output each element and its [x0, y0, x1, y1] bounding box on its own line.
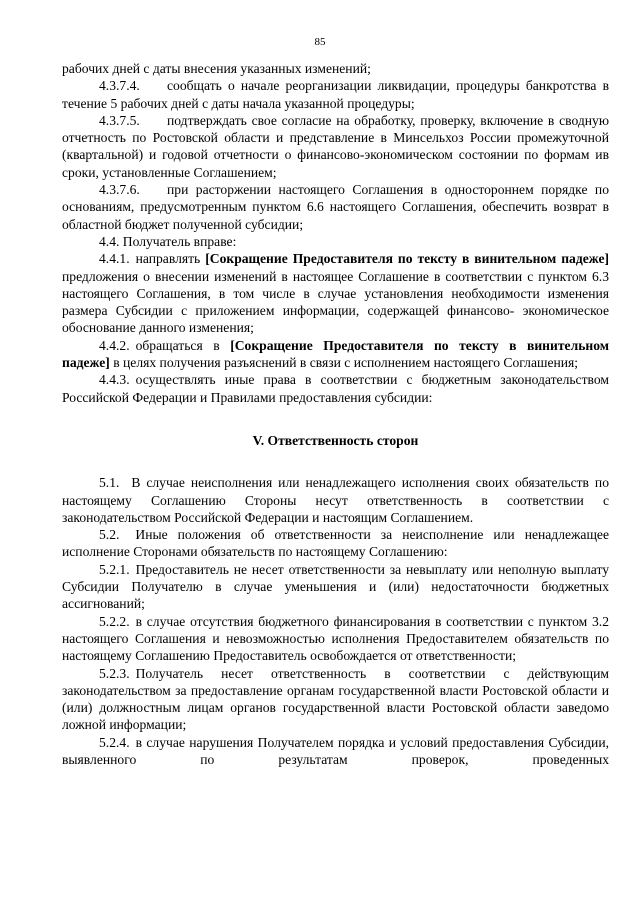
clause-text: осуществлять иные права в соответствии с бюджетным законодательством Российской Федерации и Правилами предоставления субсидии: — [62, 372, 609, 405]
clause-number: 4.4.2. — [99, 337, 130, 353]
document-body — [62, 60, 609, 768]
clause-text: Предоставитель не несет ответственности за невыплату или неполную выплату Субсидии Получателю в случае уменьшения и (или) недостаточности бюджетных ассигнований; — [62, 561, 609, 612]
section-title: V. Ответственность сторон — [252, 432, 419, 448]
clause-text: Получатель несет ответственность в соответствии с действующим законодательством за предоставление органам государственной власти Ростовской области и (или) должностным лицам органов государственной власти Ростовской области заведомо ложной информации; — [62, 665, 609, 733]
clause-text-post: в целях получения разъяснений в связи с исполнением настоящего Соглашения; — [113, 355, 579, 371]
clause-number: 5.2.3. — [99, 665, 130, 681]
clause-5-1 — [62, 474, 609, 526]
clause-text-pre: направлять — [135, 251, 201, 267]
clause-text-post: предложения о внесении изменений в настоящее Соглашение в соответствии с пунктом 6.3 настоящего Соглашения, в том числе в случае установления необходимости изменения размера Субсидии с приложением информации, содержащей финансово- экономическое обоснование данного изменения; — [62, 268, 609, 336]
clause-5-2-3 — [62, 665, 609, 734]
clause-4-3-7-6 — [62, 181, 609, 233]
clause-text: В случае неисполнения или ненадлежащего исполнения своих обязательств по настоящему Соглашению Стороны несут ответственность в соответствии с законодательством Российской Федерации и настоящим Соглашением. — [62, 475, 609, 525]
clause-5-2 — [62, 526, 609, 561]
clause-4-4-1 — [62, 250, 609, 336]
clause-number: 5.1. — [99, 475, 120, 491]
clause-5-2-2 — [62, 613, 609, 665]
clause-number: 4.4.3. — [99, 372, 130, 388]
clause-4-4: 4.4. Получатель вправе: — [99, 233, 237, 249]
clause-number: 4.4.1. — [99, 251, 130, 267]
clause-4-4-3 — [62, 371, 609, 406]
clause-text-pre: обращаться в — [135, 337, 220, 353]
clause-number: 5.2.2. — [99, 613, 130, 629]
clause-number: 4.3.7.5. — [99, 112, 140, 128]
clause-number: 4.3.7.6. — [99, 182, 140, 198]
paragraph-continuation: рабочих дней с даты внесения указанных изменений; — [62, 61, 371, 76]
clause-text: при расторжении настоящего Соглашения в одностороннем порядке по основаниям, предусмотренным пунктом 6.6 настоящего Соглашения, обеспечить возврат в областной бюджет полученной субсидии; — [62, 182, 609, 232]
clause-4-3-7-5 — [62, 112, 609, 181]
page-number: 85 — [314, 36, 326, 48]
clause-number: 5.2.4. — [99, 734, 130, 750]
clause-4-4-2 — [62, 337, 609, 372]
clause-4-3-7-4 — [62, 77, 609, 112]
clause-number: 4.3.7.4. — [99, 78, 140, 94]
clause-text: в случае отсутствия бюджетного финансирования в соответствии с пунктом 3.2 настоящего Соглашения и невозможностью исполнения Предоставителем обязательств по настоящему Соглашению Предоставитель освобождается от ответственности; — [62, 613, 609, 664]
clause-5-2-1 — [62, 561, 609, 613]
clause-5-2-4 — [62, 734, 609, 769]
clause-text: Иные положения об ответственности за неисполнение или ненадлежащее исполнение Сторонами обязательств по настоящему Соглашению: — [62, 527, 609, 560]
placeholder-bold: [Сокращение Предоставителя по тексту в винительном падеже] — [205, 251, 609, 267]
clause-number: 5.2.1. — [99, 561, 130, 577]
placeholder-bold: [Сокращение Предоставителя по тексту в винительном падеже] — [62, 337, 610, 371]
clause-text: сообщать о начале реорганизации ликвидации, процедуры банкротства в течение 5 рабочих дней с даты начала указанной процедуры; — [62, 78, 609, 111]
clause-text: подтверждать свое согласие на обработку, проверку, включение в сводную отчетность по Ростовской области и представление в Минсельхоз России промежуточной (квартальной) и годовой отчетности о финансово-экономическом состоянии по формам ив сроки, установленные Соглашением; — [62, 112, 609, 180]
clause-text: в случае нарушения Получателем порядка и условий предоставления Субсидии, выявленного по результатам проверок, проведенных — [62, 734, 609, 767]
clause-number: 5.2. — [99, 527, 120, 543]
